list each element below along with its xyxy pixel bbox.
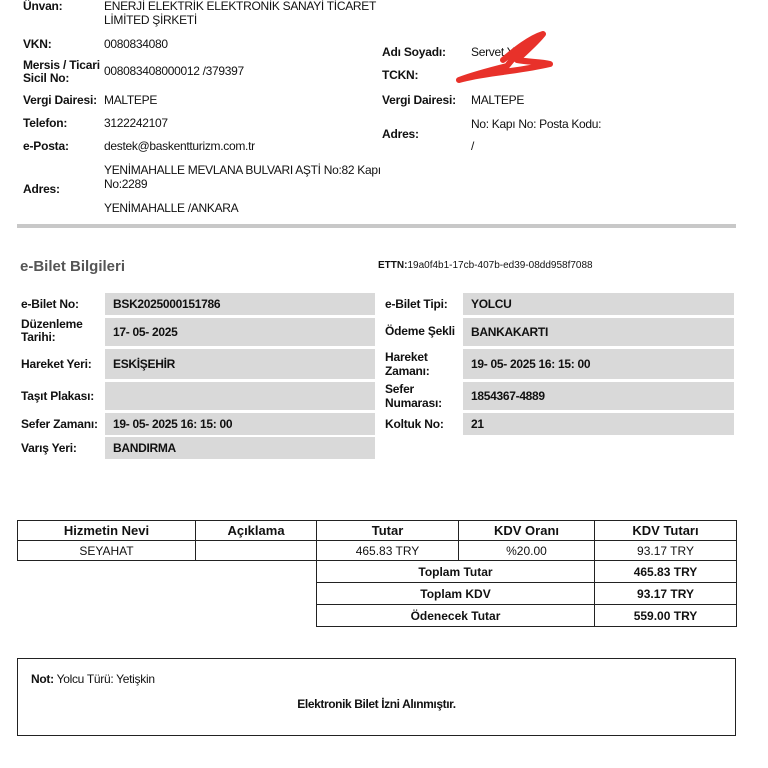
duzenleme-tarihi-value: 17- 05- 2025 xyxy=(105,318,375,346)
header-kdv-orani: KDV Oranı xyxy=(459,521,595,541)
total-row xyxy=(18,605,737,627)
odeme-sekli-value: BANKAKARTI xyxy=(463,318,734,346)
cell-tutar: 465.83 TRY xyxy=(317,541,459,561)
note-footer: Elektronik Bilet İzni Alınmıştır. xyxy=(297,697,456,711)
total-row xyxy=(18,561,737,583)
note-line xyxy=(31,672,155,686)
table-header-row xyxy=(18,521,737,541)
eposta-value: destek@baskentturizm.com.tr xyxy=(104,139,255,153)
hareket-yeri-label: Hareket Yeri: xyxy=(21,357,92,371)
table-row xyxy=(18,541,737,561)
cell-kdv-orani: %20.00 xyxy=(459,541,595,561)
unvan-line2: LİMİTED ŞİRKETİ xyxy=(104,13,197,27)
buyer-vergi-dairesi-value: MALTEPE xyxy=(471,93,525,107)
hareket-zamani-value: 19- 05- 2025 16: 15: 00 xyxy=(463,349,734,379)
toplam-kdv-value: 93.17 TRY xyxy=(595,583,737,605)
seller-adres-line3: YENİMAHALLE /ANKARA xyxy=(104,201,239,215)
tasit-plakasi-value xyxy=(105,382,375,410)
hareket-zamani-label: Hareket Zamanı: xyxy=(385,350,430,378)
total-row xyxy=(18,583,737,605)
unvan-label: Ünvan: xyxy=(23,0,63,13)
koltuk-no-label: Koltuk No: xyxy=(385,417,444,431)
note-label: Not: xyxy=(31,672,54,686)
hareket-yeri-value: ESKİŞEHİR xyxy=(105,349,375,379)
ebilet-tipi-label: e-Bilet Tipi: xyxy=(385,297,448,311)
toplam-tutar-value: 465.83 TRY xyxy=(595,561,737,583)
cell-hizmetin-nevi: SEYAHAT xyxy=(18,541,196,561)
ettn xyxy=(378,260,593,271)
header-tutar: Tutar xyxy=(317,521,459,541)
ebilet-tipi-value: YOLCU xyxy=(463,293,734,315)
cell-aciklama xyxy=(196,541,317,561)
tasit-plakasi-label: Taşıt Plakası: xyxy=(21,389,95,403)
seller-adres-label: Adres: xyxy=(23,182,60,196)
ettn-label: ETTN: xyxy=(378,260,408,271)
sefer-numarasi-label: Sefer Numarası: xyxy=(385,382,442,410)
seller-adres-line2: No:2289 xyxy=(104,177,148,191)
section-title: e-Bilet Bilgileri xyxy=(20,258,126,275)
cell-kdv-tutari: 93.17 TRY xyxy=(595,541,737,561)
header-hizmetin-nevi: Hizmetin Nevi xyxy=(18,521,196,541)
mersis-label-line1: Mersis / Ticari xyxy=(23,58,100,72)
mersis-value: 008083408000012 /379397 xyxy=(104,64,244,78)
redaction-scribble xyxy=(455,30,555,85)
duzenleme-tarihi-label: Düzenleme Tarihi: xyxy=(21,317,83,344)
buyer-adres-line2: / xyxy=(471,139,475,153)
seller-vergi-dairesi-value: MALTEPE xyxy=(104,93,158,107)
eposta-label: e-Posta: xyxy=(23,139,69,153)
tckn-label: TCKN: xyxy=(382,68,419,82)
varis-yeri-label: Varış Yeri: xyxy=(21,441,77,455)
note-box xyxy=(17,658,736,736)
buyer-adres-line1: No: Kapı No: Posta Kodu: xyxy=(471,117,602,131)
telefon-value: 3122242107 xyxy=(104,116,168,130)
sefer-numarasi-value: 1854367-4889 xyxy=(463,382,734,410)
odeme-sekli-label: Ödeme Şekli xyxy=(385,324,455,338)
telefon-label: Telefon: xyxy=(23,116,68,130)
ettn-value: 19a0f4b1-17cb-407b-ed39-08dd958f7088 xyxy=(407,260,593,271)
section-divider xyxy=(17,224,736,228)
unvan-line1: ENERJİ ELEKTRİK ELEKTRONİK SANAYİ TİCARET xyxy=(104,0,376,13)
buyer-vergi-dairesi-label: Vergi Dairesi: xyxy=(382,93,456,107)
seller-adres-line1: YENİMAHALLE MEVLANA BULVARI AŞTİ No:82 Kapı xyxy=(104,163,381,177)
mersis-label-line2: Sicil No: xyxy=(23,71,70,85)
note-text: Yolcu Türü: Yetişkin xyxy=(53,672,155,686)
ebilet-no-label: e-Bilet No: xyxy=(21,297,79,311)
vkn-label: VKN: xyxy=(23,37,52,51)
header-aciklama: Açıklama xyxy=(196,521,317,541)
odenecek-tutar-label: Ödenecek Tutar xyxy=(317,605,595,627)
adi-soyadi-label: Adı Soyadı: xyxy=(382,45,446,59)
adi-soyadi-value: Servet Ya xyxy=(471,45,520,59)
header-kdv-tutari: KDV Tutarı xyxy=(595,521,737,541)
vkn-value: 0080834080 xyxy=(104,37,168,51)
varis-yeri-value: BANDIRMA xyxy=(105,437,375,459)
ebilet-no-value: BSK2025000151786 xyxy=(105,293,375,315)
seller-vergi-dairesi-label: Vergi Dairesi: xyxy=(23,93,97,107)
services-table xyxy=(17,520,737,627)
buyer-adres-label: Adres: xyxy=(382,127,419,141)
toplam-kdv-label: Toplam KDV xyxy=(317,583,595,605)
odenecek-tutar-value: 559.00 TRY xyxy=(595,605,737,627)
sefer-zamani-label: Sefer Zamanı: xyxy=(21,417,98,431)
sefer-zamani-value: 19- 05- 2025 16: 15: 00 xyxy=(105,413,375,435)
toplam-tutar-label: Toplam Tutar xyxy=(317,561,595,583)
koltuk-no-value: 21 xyxy=(463,413,734,435)
